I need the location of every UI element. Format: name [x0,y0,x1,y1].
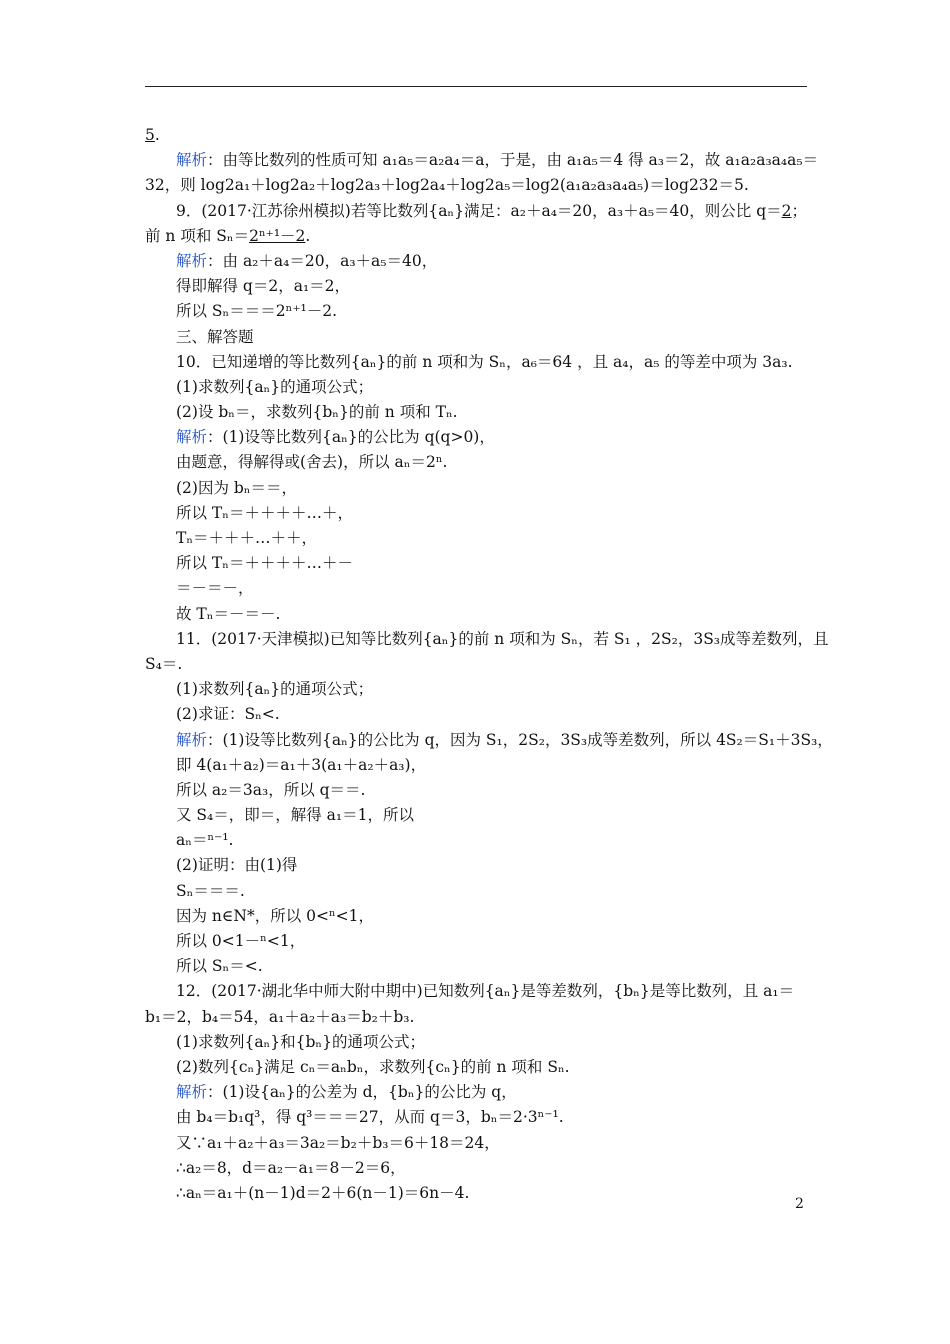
text-line: (2)因为 bₙ＝＝， [176,478,298,497]
text-line: 由 b₄＝b₁q³，得 q³＝＝＝27，从而 q＝3，bₙ＝2·3ⁿ⁻¹. [176,1108,564,1127]
text-line: 所以 Sₙ＝<. [176,957,263,976]
analysis-label: 解析 [176,730,208,749]
question-11: 11．(2017·天津模拟)已知等比数列{aₙ}的前 n 项和为 Sₙ，若 S₁ ，2S₂，3S₃成等差数列，且 [176,629,829,648]
text-line: 前 n 项和 Sₙ＝2ⁿ⁺¹－2. [145,226,311,245]
text-line: 所以 Tₙ＝＋＋＋＋…＋， [176,503,353,522]
text-line: (1)求数列{aₙ}的通项公式； [176,680,374,699]
text-line: 解析：(1)设等比数列{aₙ}的公比为 q(q>0)， [176,428,495,447]
text-line: 32，则 log2a₁＋log2a₂＋log2a₃＋log2a₄＋log2a₅＝log2(a₁a₂a₃a₄a₅)＝log232＝5. [145,176,749,195]
text-line: aₙ＝ⁿ⁻¹. [176,831,234,850]
text-line: b₁＝2，b₄＝54，a₁＋a₂＋a₃＝b₂＋b₃. [145,1007,415,1026]
text-line: (1)求数列{aₙ}和{bₙ}的通项公式； [176,1032,425,1051]
text-line: 所以 a₂＝3a₃，所以 q＝＝. [176,780,366,799]
text-line: (2)证明：由(1)得 [176,856,298,875]
question-12: 12．(2017·湖北华中师大附中期中)已知数列{aₙ}是等差数列，{bₙ}是等比数列，且 a₁＝ [176,982,795,1001]
analysis-label: 解析 [176,1083,208,1102]
document-body [145,123,833,1206]
text-line: 即 4(a₁＋a₂)＝a₁＋3(a₁＋a₂＋a₃)， [176,755,427,774]
text-line: Sₙ＝＝＝. [176,881,245,900]
text-line: 所以 Tₙ＝＋＋＋＋…＋－ [176,554,353,573]
question-10: 10．已知递增的等比数列{aₙ}的前 n 项和为 Sₙ，a₆＝64 ，且 a₄，a₅ 的等差中项为 3a₃. [176,352,793,371]
text-line: 解析：由 a₂＋a₄＝20，a₃＋a₅＝40， [176,251,438,270]
text-line: 由题意，得解得或(舍去)，所以 aₙ＝2ⁿ. [176,453,448,472]
text-line: 又∵a₁＋a₂＋a₃＝3a₂＝b₂＋b₃＝6＋18＝24， [176,1133,500,1152]
text-line: (2)设 bₙ＝，求数列{bₙ}的前 n 项和 Tₙ. [176,403,458,422]
text-line: 得即解得 q＝2，a₁＝2， [176,277,351,296]
question-9: 9．(2017·江苏徐州模拟)若等比数列{aₙ}满足：a₂＋a₄＝20，a₃＋a₅＝40，则公比 q＝2； [176,201,808,220]
analysis-label: 解析 [176,251,208,270]
text-line: 又 S₄＝，即＝，解得 a₁＝1，所以 [176,806,415,825]
text-line: ∴a₂＝8，d＝a₂－a₁＝8－2＝6， [176,1158,406,1177]
text-line: 所以 Sₙ＝＝＝2ⁿ⁺¹－2. [176,302,338,321]
text-line: 故 Tₙ＝－＝－. [176,604,281,623]
text-line: (2)数列{cₙ}满足 cₙ＝aₙbₙ，求数列{cₙ}的前 n 项和 Sₙ. [176,1057,570,1076]
text-line: ∴aₙ＝a₁＋(n－1)d＝2＋6(n－1)＝6n－4. [176,1183,470,1202]
text-line: (2)求证：Sₙ<. [176,705,280,724]
analysis-label: 解析 [176,151,208,170]
text-line: (1)求数列{aₙ}的通项公式； [176,377,374,396]
header-rule [145,86,807,87]
text-line: ＝－＝－， [176,579,254,598]
section-heading: 三、解答题 [176,327,254,346]
text-line: 解析：(1)设{aₙ}的公差为 d，{bₙ}的公比为 q， [176,1083,517,1102]
text-line: 所以 0<1－ⁿ<1， [176,932,306,950]
text-line: 解析：(1)设等比数列{aₙ}的公比为 q，因为 S₁，2S₂，3S₃成等差数列，所以 4S₂＝S₁＋3S₃， [176,730,833,749]
page-number: 2 [795,1196,804,1212]
text-line: S₄＝. [145,654,183,673]
analysis-label: 解析 [176,428,208,447]
text-line: 5. [145,126,160,144]
text-line: 因为 n∈N*，所以 0<ⁿ<1， [176,906,375,925]
text-line: 解析：由等比数列的性质可知 a₁a₅＝a₂a₄＝a，于是，由 a₁a₅＝4 得 a₃＝2，故 a₁a₂a₃a₄a₅＝ [176,151,819,170]
text-line: Tₙ＝＋＋＋…＋＋， [176,529,318,547]
